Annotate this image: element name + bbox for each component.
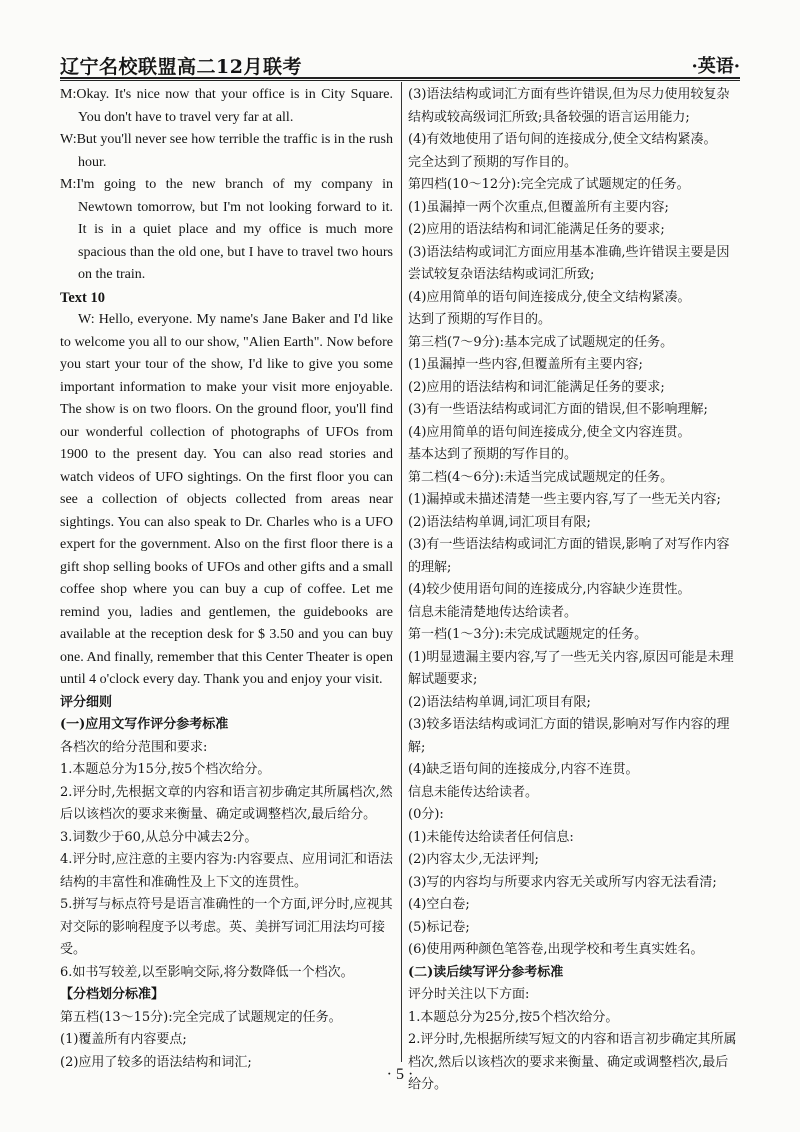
rule-line: 5.拼写与标点符号是语言准确性的一个方面,评分时,应视其对交际的影响程度予以考虑。英、美拼写词汇用法均可接受。 (60, 897, 393, 957)
dialogue-line: M:I'm going to the new branch of my company in Newtown tomorrow, but I'm not looking forward to it. It is in a quiet place and my office is much more spacious than the old one, but I have to travel two hours on the train. (60, 177, 393, 282)
rule-line: 3.词数少于60,从总分中减去2分。 (60, 829, 258, 845)
header-rule (60, 77, 740, 79)
text10-title: Text 10 (60, 289, 105, 306)
dialogue-line: M:Okay. It's nice now that your office is in City Square. You don't have to travel very far at all. (60, 87, 393, 125)
rule-line: 基本达到了预期的写作目的。 (408, 447, 578, 462)
rule-line: (1)虽漏掉一两个次重点,但覆盖所有主要内容; (408, 199, 669, 215)
rule-line: (5)标记卷; (408, 919, 470, 935)
rule-line: 评分时关注以下方面: (408, 987, 530, 1002)
rule-line: 信息未能清楚地传达给读者。 (408, 604, 578, 620)
rule-line: 信息未能传达给读者。 (408, 784, 539, 800)
page-header (60, 50, 740, 76)
grading-title: 【分档划分标准】 (60, 987, 165, 1002)
rule-line: 1.本题总分为15分,按5个档次给分。 (60, 762, 271, 777)
rule-line: (3)语法结构或词汇方面应用基本准确,些许错误主要是因尝试较复杂语法结构或词汇所致; (408, 244, 730, 282)
rule-line: (2)应用的语法结构和词汇能满足任务的要求; (408, 222, 665, 237)
rule-line: (1)未能传达给读者任何信息: (408, 829, 574, 845)
rule-line: (4)较少使用语句间的连接成分,内容缺少连贯性。 (408, 582, 691, 597)
rule-line: (4)空白卷; (408, 897, 470, 912)
rule-line: (3)有一些语法结构或词汇方面的错误,但不影响理解; (408, 402, 708, 417)
subject-label: ·英语· (691, 56, 740, 77)
grade5-title: 第五档(13～15分):完全完成了试题规定的任务。 (60, 1009, 342, 1025)
rule-line: 2.评分时,先根据所续写短文的内容和语言初步确定其所属档次,然后以该档次的要求来衡量、确定或调整档次,最后给分。 (408, 1032, 737, 1092)
rule-line: (0分): (408, 807, 444, 822)
rule-line: 第四档(10～12分):完全完成了试题规定的任务。 (408, 177, 690, 192)
scoring-title: 评分细则 (60, 694, 113, 710)
rule-line: 1.本题总分为25分,按5个档次给分。 (408, 1009, 619, 1025)
rule-line: (3)写的内容均与所要求内容无关或所写内容无法看清; (408, 874, 717, 890)
rule-line: 2.评分时,先根据文章的内容和语言初步确定其所属档次,然后以该档次的要求来衡量、确定或调整档次,最后给分。 (60, 784, 393, 822)
left-column (60, 84, 393, 1070)
rule-line: 达到了预期的写作目的。 (408, 312, 552, 327)
grade-item: (2)应用了较多的语法结构和词汇; (60, 1054, 252, 1070)
rule-line: (4)应用简单的语句间连接成分,使全文结构紧凑。 (408, 289, 691, 305)
dialogue-line: W:But you'll never see how terrible the traffic is in the rush hour. (60, 132, 393, 170)
rule-line: (4)有效地使用了语句间的连接成分,使全文结构紧凑。 (408, 132, 717, 147)
rule-line: (4)应用简单的语句间连接成分,使全文内容连贯。 (408, 424, 691, 440)
rule-line: 第三档(7～9分):基本完成了试题规定的任务。 (408, 334, 674, 350)
section2-title: (二)读后续写评分参考标准 (408, 964, 564, 980)
rule-line: (2)语法结构单调,词汇项目有限; (408, 514, 591, 530)
rule-line: (1)虽漏掉一些内容,但覆盖所有主要内容; (408, 357, 643, 372)
right-column (408, 84, 741, 1092)
rule-line: (1)漏掉或未描述清楚一些主要内容,写了一些无关内容; (408, 492, 721, 507)
text10-body: W: Hello, everyone. My name's Jane Baker and I'd like to welcome you all to our show, "Alien Earth". Now before you start your tour of the show, I'd like to give you some important information to make your visit more enjoyable. The show is on two floors. On the ground floor, you'll find our wonderful collection of photographs of UFOs from 1900 to the present day. You can also read stories and watch videos of UFO sightings. On the first floor you can see a collection of objects collected from areas near sightings. You can also speak to Dr. Charles who is a UFO expert for the government. Also on the first floor there is a gift shop selling books of UFOs and other gifts and a small coffee shop where you can buy a cup of coffee. Let me remind you, ladies and gentlemen, the guidebooks are available at the reception desk for $ 3.50 and you can buy one. And finally, remember that this Center Theater is open until 4 o'clock every day. Thank you and enjoy your visit. (60, 312, 393, 687)
section1-title: (一)应用文写作评分参考标准 (60, 717, 229, 732)
rule-line: (3)语法结构或词汇方面有些许错误,但为尽力使用较复杂结构或较高级词汇所致;具备较强的语言运用能力; (408, 87, 730, 125)
rule-line: (2)应用的语法结构和词汇能满足任务的要求; (408, 379, 665, 395)
rule-line: 完全达到了预期的写作目的。 (408, 154, 578, 170)
rule-line: 6.如书写较差,以至影响交际,将分数降低一个档次。 (60, 964, 354, 980)
header-rule-thin (60, 80, 740, 81)
rule-line: 第一档(1～3分):未完成试题规定的任务。 (408, 627, 648, 642)
rule-line: (6)使用两种颜色笔答卷,出现学校和考生真实姓名。 (408, 942, 704, 957)
rule-line: (4)缺乏语句间的连接成分,内容不连贯。 (408, 762, 639, 777)
page-number: · 5 · (386, 1066, 414, 1083)
rule-line: (2)语法结构单调,词汇项目有限; (408, 694, 591, 710)
exam-title: 辽宁名校联盟高二12月联考 (60, 56, 302, 78)
rule-line: (1)明显遗漏主要内容,写了一些无关内容,原因可能是未理解试题要求; (408, 649, 734, 687)
rule-line: 4.评分时,应注意的主要内容为:内容要点、应用词汇和语法结构的丰富性和准确性及上下文的连贯性。 (60, 852, 393, 890)
grade-item: (1)覆盖所有内容要点; (60, 1032, 187, 1047)
rule-line: (3)较多语法结构或词汇方面的错误,影响对写作内容的理解; (408, 717, 730, 755)
column-divider (401, 82, 402, 1062)
rule-line: 各档次的给分范围和要求: (60, 739, 208, 755)
rule-line: 第二档(4～6分):未适当完成试题规定的任务。 (408, 469, 674, 485)
rule-line: (2)内容太少,无法评判; (408, 852, 539, 867)
rule-line: (3)有一些语法结构或词汇方面的错误,影响了对写作内容的理解; (408, 537, 730, 575)
